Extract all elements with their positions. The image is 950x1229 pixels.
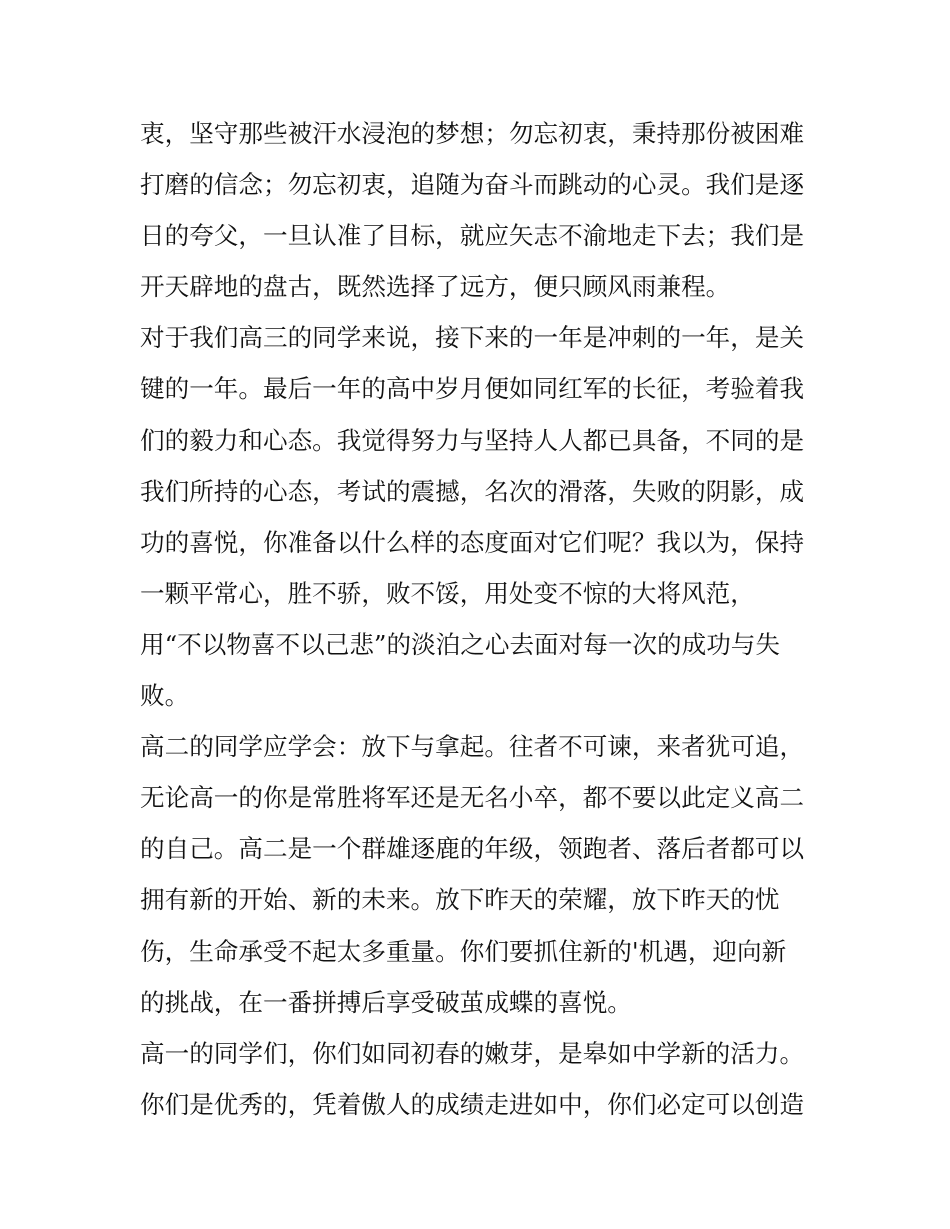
text-line-7: 们的毅力和心态。我觉得努力与坚持人人都已具备，不同的是 bbox=[140, 425, 805, 455]
body-text bbox=[140, 108, 830, 1130]
text-line-18: 的挑战，在一番拼搏后享受破茧成蝶的喜悦。 bbox=[140, 987, 632, 1017]
text-line-19: 高一的同学们，你们如同初春的嫩芽，是皋如中学新的活力。 bbox=[140, 1038, 805, 1068]
text-line-9: 功的喜悦，你准备以什么样的态度面对它们呢？我以为，保持 bbox=[140, 527, 805, 557]
text-line-3: 日的夸父，一旦认准了目标，就应矢志不渝地走下去；我们是 bbox=[140, 221, 805, 251]
text-line-13: 高二的同学应学会：放下与拿起。往者不可谏，来者犹可追， bbox=[140, 732, 805, 762]
text-line-6: 键的一年。最后一年的高中岁月便如同红军的长征，考验着我 bbox=[140, 374, 805, 404]
text-line-1: 衷，坚守那些被汗水浸泡的梦想；勿忘初衷，秉持那份被困难 bbox=[140, 119, 805, 148]
text-line-20: 你们是优秀的，凭着傲人的成绩走进如中，你们必定可以创造 bbox=[140, 1089, 805, 1119]
text-line-10: 一颗平常心，胜不骄，败不馁，用处变不惊的大将风范， bbox=[140, 578, 755, 608]
text-line-16: 拥有新的开始、新的未来。放下昨天的荣耀，放下昨天的忧 bbox=[140, 885, 780, 915]
text-line-8: 我们所持的心态，考试的震撼，名次的滑落，失败的阴影，成 bbox=[140, 476, 805, 506]
text-line-14: 无论高一的你是常胜将军还是无名小卒，都不要以此定义高二 bbox=[140, 783, 805, 813]
text-line-12: 败。 bbox=[140, 681, 190, 711]
text-line-17: 伤，生命承受不起太多重量。你们要抓住新的'机遇，迎向新 bbox=[140, 936, 787, 966]
text-line-2: 打磨的信念；勿忘初衷，追随为奋斗而跳动的心灵。我们是逐 bbox=[140, 170, 805, 200]
text-line-11: 用“不以物喜不以己悲”的淡泊之心去面对每一次的成功与失 bbox=[140, 629, 780, 659]
text-line-4: 开天辟地的盘古，既然选择了远方，便只顾风雨兼程。 bbox=[140, 272, 731, 302]
text-line-15: 的自己。高二是一个群雄逐鹿的年级，领跑者、落后者都可以 bbox=[140, 834, 805, 864]
text-line-5: 对于我们高三的同学来说，接下来的一年是冲刺的一年，是关 bbox=[140, 323, 805, 353]
